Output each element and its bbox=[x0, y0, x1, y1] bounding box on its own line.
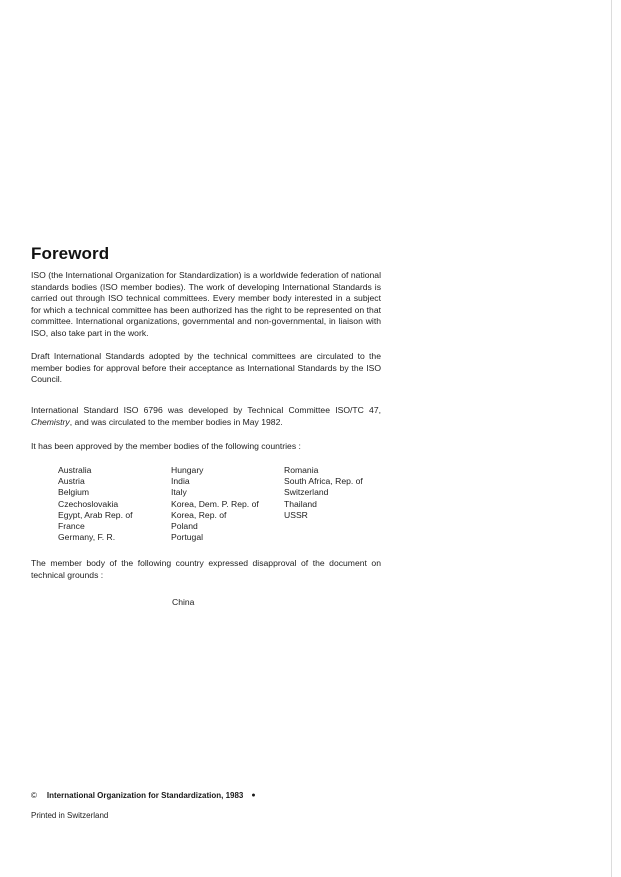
country-item: Switzerland bbox=[284, 487, 329, 498]
paragraph-draft-standards: Draft International Standards adopted by the technical committees are circulated to the member bodies for approval before their acceptance as International Standards by the ISO Council. bbox=[31, 351, 381, 384]
paragraph-approval: It has been approved by the member bodies of the following countries : bbox=[31, 441, 301, 451]
country-item: Austria bbox=[58, 476, 85, 487]
paragraph-iso-6796 bbox=[31, 405, 381, 428]
committee-name: Chemistry bbox=[31, 416, 70, 427]
country-item: South Africa, Rep. of bbox=[284, 476, 363, 487]
country-column-1 bbox=[58, 465, 171, 543]
copyright-icon: © bbox=[31, 791, 37, 800]
country-item: Italy bbox=[171, 487, 187, 498]
country-column-3 bbox=[284, 465, 398, 543]
country-item: Thailand bbox=[284, 498, 317, 509]
copyright-line bbox=[31, 791, 256, 800]
approving-countries-list bbox=[58, 465, 398, 543]
country-item: Hungary bbox=[171, 465, 204, 475]
p3-text-post: , and was circulated to the member bodies in May 1982. bbox=[69, 416, 283, 427]
country-item: Romania bbox=[284, 465, 319, 475]
country-item: France bbox=[58, 521, 85, 532]
country-item: India bbox=[171, 476, 190, 487]
country-item: Portugal bbox=[171, 532, 204, 543]
country-column-2 bbox=[171, 465, 284, 543]
country-item: Czechoslovakia bbox=[58, 498, 119, 509]
country-item: Poland bbox=[171, 521, 198, 532]
paragraph-iso-intro: ISO (the International Organization for Standardization) is a worldwide federation of national standards bodies (ISO member bodies). The work of developing International Standards is carried out through ISO technical committees. Every member body interested in a subject for which a technical committee has been authorized has the right to be represented on that committee. International organizations, governmental and non-governmental, in liaison with ISO, also take part in the work. bbox=[31, 270, 381, 338]
page-edge-line bbox=[611, 0, 612, 877]
country-item: Korea, Rep. of bbox=[171, 509, 227, 520]
country-item: Korea, Dem. P. Rep. of bbox=[171, 498, 259, 509]
disapproving-country: China bbox=[172, 597, 195, 607]
bullet-icon: ● bbox=[251, 792, 256, 799]
country-item: Belgium bbox=[58, 487, 90, 498]
copyright-text: International Organization for Standardization, 1983 bbox=[46, 791, 244, 800]
paragraph-disapproval: The member body of the following country expressed disapproval of the document on technical grounds : bbox=[31, 558, 381, 580]
country-item: USSR bbox=[284, 509, 308, 520]
country-item: Australia bbox=[58, 465, 92, 475]
page-title: Foreword bbox=[31, 244, 110, 263]
p3-text-pre: International Standard ISO 6796 was developed by Technical Committee ISO/TC 47, bbox=[31, 405, 381, 415]
printed-in-text: Printed in Switzerland bbox=[31, 811, 109, 820]
country-item: Egypt, Arab Rep. of bbox=[58, 509, 133, 520]
country-item: Germany, F. R. bbox=[58, 532, 116, 543]
